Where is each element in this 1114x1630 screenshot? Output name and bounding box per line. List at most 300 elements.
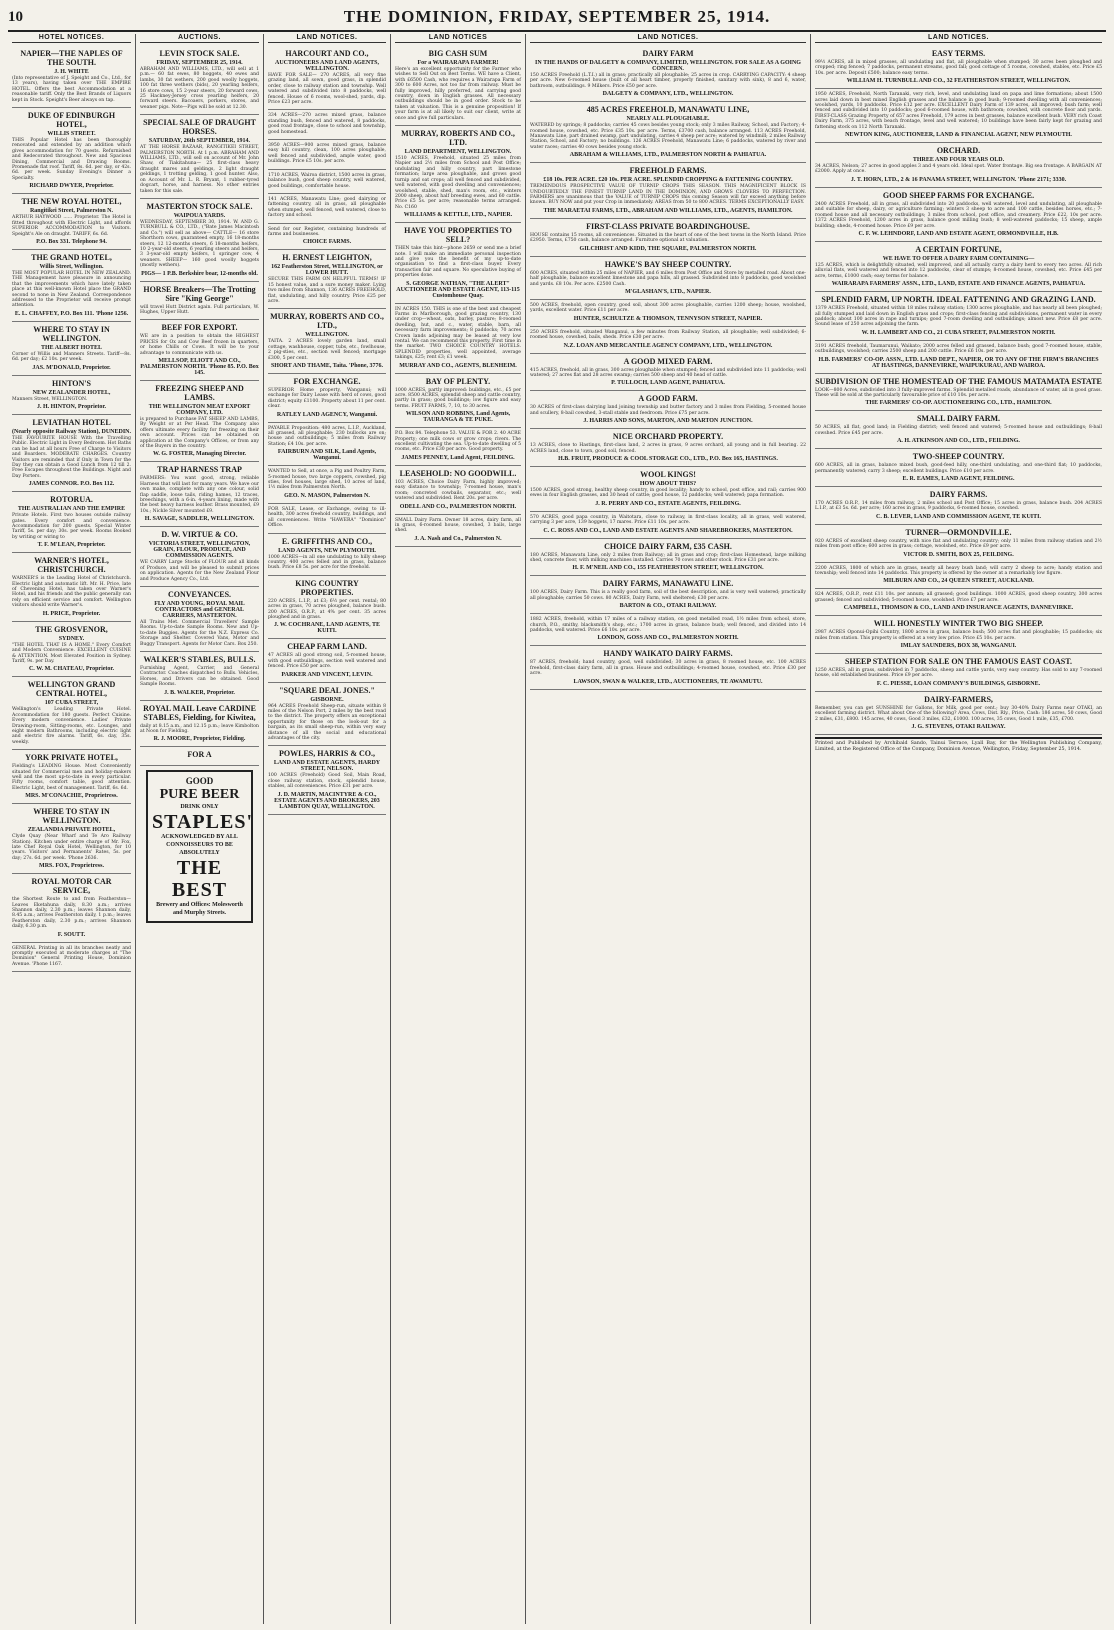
ad-headline: DUKE OF EDINBURGH HOTEL,	[27, 111, 116, 130]
advertisement	[530, 539, 806, 577]
ad-headline: WOOL KINGS!	[640, 469, 696, 479]
ad-advertiser: E. R. EAMES, LAND AGENT, FEILDING.	[902, 476, 1015, 482]
ad-body-text: Private Hotels. First two houses outside railway gates. Every comfort and convenience. Accommodation for 200 guests. Special Winter Tariff, 5s. per day; 30s. per week. Rooms Booked by writing or wiring to	[12, 513, 131, 540]
ad-headline: HORSE Breakers—The Trotting Sire "King George"	[143, 284, 256, 303]
advertisement	[268, 140, 386, 170]
ad-advertiser: WAIRARAPA FARMERS' ASSN., LTD., LAND, ESTATE AND FINANCE AGENTS, PAHIATUA.	[831, 281, 1086, 288]
ad-body-text: WE CARRY Large Stocks of FLOUR and all kinds of Produce, and will be pleased to submit prices on application. Agents for the New Zealand Flour and Produce Agency Co., Ltd.	[140, 560, 259, 582]
ad-headline: WELLINGTON GRAND CENTRAL HOTEL,	[27, 680, 116, 699]
advertisement	[12, 943, 131, 973]
ad-advertiser: PIGS— 1 P.B. Berkshire boar, 12-months old.	[141, 270, 258, 277]
column-6	[811, 34, 1106, 1624]
ad-headline: DAIRY FARMS.	[929, 490, 988, 499]
ad-headline: SHEEP STATION FOR SALE ON THE FAMOUS EAST COAST.	[845, 657, 1072, 667]
advertisement	[815, 487, 1102, 525]
ad-headline: TURNER—ORMONDVILLE.	[905, 527, 1012, 537]
ad-headline: HAWKE'S BAY SHEEP COUNTRY.	[604, 259, 732, 269]
advertisement	[815, 589, 1102, 616]
ad-body-text: 50 ACRES, all flat, good land; in Fielding district; well fenced and watered; 5-roomed house and outbuildings; 8-bail cowshed. Price £45 per acre.	[815, 425, 1102, 436]
ad-advertiser: A. H. ATKINSON AND CO., LTD., FEILDING.	[897, 438, 1020, 445]
column-heading: LAND NOTICES	[395, 34, 521, 43]
ad-subheading: AUCTIONEERS AND LAND AGENTS, WELLINGTON.	[274, 60, 380, 72]
ad-headline: CHOICE DAIRY FARM, £35 CASH.	[604, 541, 732, 551]
ad-body-text: 1710 ACRES, Wairoa district, 1500 acres in grass, balance bush, good sheep country, well watered, good buildings, comfortable house.	[268, 172, 386, 189]
advertisement	[268, 250, 386, 309]
advertisement	[12, 376, 131, 415]
ad-body-text: 415 ACRES, freehold, all in grass, 300 acres ploughable when stumped; fenced and subdivided into 11 paddocks; well watered; 27 acres flat and 28 acres swamp; carries 500 sheep and 40 head of cattle.	[530, 367, 806, 378]
ad-body-text: 170 ACRES O.R.P., 14 miles from railway, 2 miles school and Post Office; 15 acres in grass, balance bush. 204 ACRES L.I.P., at £3 5s. 6d. per acre; 160 acres in grass, 9 paddocks, 6-roomed house, cowshed.	[815, 501, 1102, 512]
beer-ad-line: THE BEST	[171, 857, 228, 902]
ad-body-text: WATERED by springs; 8 paddocks; carries 45 cows besides young stock; only 3 miles Railway, School, and Factory; 4-roomed house, cowshed, etc. Price £35 10s. per acre. Terms, £3700 cash, balance arranged. 113 ACRES Freehold, Manawatu Line, part drained swamp, part undulating, carries 4 sheep per acre; watered by windmill; 2 miles Railway Station, School, and Factory; no buildings. 126 ACRES Freehold, Manawatu Line; 6 paddocks, watered by river and water races; carries 40 cows besides young stock.	[530, 123, 806, 150]
ad-subheading: WELLINGTON.	[305, 332, 349, 339]
advertisement	[815, 692, 1102, 735]
ad-body-text: ABRAHAM AND WILLIAMS, LTD., will sell at 1 p.m.— 60 fat ewes, 80 hoggets, 40 ewes and lambs, 30 fat wethers, 200 good woolly hoggets, 100 fat three wethers (bids), 20 yearling heifers, 16 store cows, 15 2-year steers, 20 forward cows, 25 Hackney-Jersey cross yearling heifers, 20 forward steers. Bacoaers, porkers, stores, and weaner pigs. Note—Pigs will be sold at 12.30.	[140, 67, 259, 110]
advertisement	[530, 257, 806, 300]
ad-advertiser: J. W. COCHRANE, LAND AGENTS, TE KUITI.	[273, 622, 381, 635]
advertisement	[815, 242, 1102, 292]
ad-body-text: SUPERIOR Home property, Wanganui; will exchange for Dairy Lease with herd of cows, good district; equity £1100. Property about 11 per cent. clear.	[268, 388, 386, 410]
ad-headline: SPLENDID FARM, UP NORTH. IDEAL FATTENING AND GRAZING LAND.	[821, 295, 1096, 305]
ad-body-text: LOOK—800 Acres, subdivided into 3 fully-improved farms. Splendid metalled roads, abundance of water, all in good grass. These will be sold at the particularly favourable price of £10 10s. per acre.	[815, 387, 1102, 398]
advertisement	[815, 616, 1102, 654]
advertisement	[140, 115, 259, 199]
ad-advertiser: FAIRBURN AND SILK, Land Agents, Wanganui.	[277, 449, 377, 462]
ad-subheading: GISBORNE.	[310, 696, 344, 703]
ad-body-text: 3950 ACRES—900 acres mixed grass, balance easy hill country, clean, 100 acres ploughable, well fenced and subdivided, ample water, good buildings. Price £5 10s. per acre.	[268, 143, 386, 165]
advertisement	[268, 194, 386, 224]
ad-body-text: GENERAL Printing in all its branches neatly and promptly executed at moderate charges at "The Dominion" General Printing House, Dominion Avenue. 'Phone 1167.	[12, 945, 131, 967]
advertisement	[268, 224, 386, 251]
ad-body-text: 1250 ACRES, all in grass, subdivided in 7 paddocks, sheep and cattle yards, very easy country. Has sold to any 7-roomed house, old established business. Price £9 per acre.	[815, 668, 1102, 679]
ad-body-text: 47 ACRES all good strong soil, 5-roomed house, with good outbuildings, section well watered and fenced. Price £50 per acre.	[268, 653, 386, 670]
beer-ad-line: PURE BEER	[159, 787, 240, 803]
ad-subheading: HOW ABOUT THIS?	[639, 480, 697, 487]
advertisement	[12, 677, 131, 750]
ad-body-text: 824 ACRES, O.R.P., rent £11 10s. per annum; all grassed; good buildings. 1000 ACRES, good sheep country, 300 acres grassed; fenced and subdivided; 5-roomed house, woolshed. Price £7 per acre.	[815, 592, 1102, 603]
ad-headline: LEVIATHAN HOTEL	[32, 417, 111, 427]
advertisement	[12, 804, 131, 874]
ad-headline: DAIRY FARM	[642, 49, 694, 58]
ad-body-text: 150 ACRES Freehold (L.T.I.) all in grass; practically all ploughable; 25 acres in crop. CARRYING CAPACITY: 4 sheep per acre. New 6-roomed house (built of all heart timber, properly finished, sanitary with sink), 8 and 6, water, bathroom, outbuildings. 9 Milkers. Price £50 per acre.	[530, 73, 806, 89]
ad-body-text: 600 ACRES, situated within 25 miles of NAPIER, and 6 miles from Post Office and Store by metalled road. About one-half ploughable, balance excellent limestone and papa hills, all grassed. Subdivided into 8 paddocks, good woolshed and yards. £8 10s. Per acre. £2500 Cash.	[530, 270, 806, 287]
advertisement	[268, 466, 386, 504]
ad-advertiser: PARKER AND VINCENT, LEVIN.	[281, 671, 373, 678]
ad-headline: HINTON'S	[52, 378, 91, 388]
ad-subheading: THE AUSTRALIAN AND THE EMPIRE	[17, 506, 126, 513]
ad-advertiser: BARTON & CO., OTAKI RAILWAY.	[619, 603, 717, 610]
advertisement	[268, 746, 386, 814]
ad-body-text: THEN take this hint—phone 2659 or send me a brief note. I will make an immediate personal inspection and give you the benefit of my up-to-date organisation to find a first-class buyer. Every transaction fair and square. No speculative buying of properties done.	[395, 246, 521, 279]
advertisement	[530, 219, 806, 257]
ad-advertiser: THE MARAETAI FARMS, LTD., ABRAHAM AND WILLIAMS, LTD., AGENTS, HAMILTON.	[543, 207, 793, 214]
printer-imprint: Printed and Published by Archibald Sando, Tainui Terrace, Lyall Bay, for the Wellington Publishing Company, Limited, at the Registered Office of the Company, Dominion Avenue, Wellington, Friday, September 25, 1914.	[815, 737, 1102, 752]
ad-body-text: 500 ACRES, freehold, open country, good soil, about 300 acres ploughable, carries 1200 sheep; house, woolshed, yards, excellent water. Price £11 per acre.	[530, 302, 806, 314]
ad-body-text: 2200 ACRES, 1800 of which are in grass, nearly all heavy bush land; will carry 2 sheep to acre; handy station and township; well fenced into 14 paddocks. This property is offered by the owner at a remarkably low figure.	[815, 565, 1102, 577]
column-heading: AUCTIONS.	[140, 34, 259, 43]
ad-headline: FREEZING SHEEP AND LAMBS.	[155, 384, 244, 402]
advertisement	[815, 292, 1102, 341]
ad-headline: E. GRIFFITHS AND CO.,	[281, 536, 373, 546]
ad-advertiser: M'GLASHAN'S, LTD., NAPIER.	[625, 288, 711, 295]
ad-headline: 485 ACRES FREEHOLD, MANAWATU LINE,	[586, 105, 750, 115]
ad-headline: LEASEHOLD: NO GOODWILL.	[399, 468, 517, 478]
advertisement	[530, 102, 806, 163]
column-heading: LAND NOTICES.	[530, 34, 806, 43]
ad-advertiser: J. H. HINTON, Proprietor.	[36, 403, 107, 410]
ad-advertiser: DALGETY & COMPANY, LTD., WELLINGTON.	[602, 91, 734, 98]
advertisement	[530, 46, 806, 102]
ad-subheading: For a WAIRARAPA FARMER!	[417, 60, 499, 66]
ad-advertiser: H.B. FARMERS' CO-OP. ASSN., LTD. LAND DEPT., NAPIER, OR TO ANY OF THE FIRM'S BRANCHES AT HASTINGS, DANNEVIRKE, WAIPUKURAU, AND WAIROA.	[818, 356, 1099, 369]
ad-headline: MURRAY, ROBERTS AND CO., LTD.,	[270, 312, 384, 331]
ad-subheading: NEW ZEALANDER HOTEL,	[32, 389, 111, 396]
advertisement	[268, 534, 386, 576]
ad-subheading: Willis Street, Wellington.	[39, 263, 104, 270]
ad-subheading: £18 10s. PER ACRE. £20 10s. PER ACRE. SPLENDID CROPPING & FATTENING COUNTRY.	[543, 177, 793, 184]
ad-body-text: P.O. Box 84. Telephone 53. VALUE & FOR 2. 40 ACRE Property; one milk cows or grow crops; rivers. The excellent cultivating the sea. Up-to-date dwelling of 5 rooms, etc. Price £30 per acre. Good property.	[395, 431, 521, 453]
ad-headline: CONVEYANCES.	[167, 589, 232, 599]
page-number: 10	[8, 8, 23, 25]
ad-advertiser: J. A. Nash and Co., Palmerston N.	[414, 535, 502, 542]
ad-advertiser: GILCHRIST AND KIDD, THE SQUARE, PALMERSTON NORTH.	[579, 245, 757, 252]
advertisement	[268, 46, 386, 110]
ad-headline: FIRST-CLASS PRIVATE BOARDINGHOUSE.	[586, 221, 750, 231]
ad-body-text: WEDNESDAY, SEPTEMBER 30, 1914. W. AND G. TURNBULL & CO., LTD., ("Bate James Macintosh and Co.") will sell as above— CATTLE— 16 store Shorthorn cows, guaranteed empty, 16 18-months steers, 12 12-months steers, 6 18-months heifers, 10 2-year-old steers, 6 yearling steers and heifers, 3 3-year-old empty heifers, 1 springer cow, 4 weaners. SHEEP— 160 good woolly hoggets (mostly wethers).	[140, 219, 259, 269]
ad-body-text: Here's an excellent opportunity for the Farmer who wishes to Sell Out on Best Terms. WE have a Client, with £6500 Cash, who requires a Wairarapa Farm of 300 to 600 Acres, not too far from railway. Must be fully improved, hilly preferred, and carrying good country, down in English grasses. All necessary outbuildings should be in good order. Stock to be taken at valuation. This is a genuine proposition! If your farm is at all likely to suit our client, write at once and give full particulars.	[395, 67, 521, 121]
ad-subheading: NEARLY ALL PLOUGHABLE.	[626, 116, 710, 123]
ad-advertiser: NEWTON KING, AUCTIONEER, LAND & FINANCIAL AGENT, NEW PLYMOUTH.	[845, 132, 1072, 139]
ad-body-text: HAVE FOR SALE— 270 ACRES, all very fine grazing land, all sown, good grass, in splendid order, close to railway station and township. Well watered and subdivided into 8 paddocks, well fenced. House of 6 rooms, wool-shed, yards, dip. Price £23 per acre.	[268, 73, 386, 106]
ad-advertiser: GEO. N. MASON, Palmerston N.	[284, 492, 370, 499]
ad-body-text: Manners Street, WELLINGTON.	[12, 396, 88, 402]
advertisement	[268, 374, 386, 423]
ad-body-text: is prepared to Purchase FAT SHEEP AND LAMBS, By Weight or at Per Head. The Company also offers ultimate every facility for freezing on their own account. Prices can be obtained on application at the Company's Offices, or from any of the Buyers in the country.	[140, 417, 259, 450]
ad-headline: D. W. VIRTUE & CO.	[161, 530, 238, 540]
column-4	[391, 34, 526, 1624]
ad-headline: DAIRY-FARMERS,	[924, 694, 993, 704]
ad-headline: BEEF FOR EXPORT.	[161, 323, 238, 333]
ad-advertiser: MURRAY AND CO., AGENTS, BLENHEIM.	[399, 362, 517, 369]
advertisement	[815, 411, 1102, 449]
column-1	[8, 34, 136, 1624]
advertisement	[395, 466, 521, 515]
beer-ad-line: DRINK ONLY	[180, 804, 219, 811]
advertisement	[815, 143, 1102, 188]
ad-headline: "SQUARE DEAL JONES."	[279, 685, 375, 695]
ad-headline: HAVE YOU PROPERTIES TO SELL?	[404, 226, 512, 245]
ad-advertiser: T. F. M'LEAN, Proprietor.	[37, 542, 106, 549]
ad-advertiser: JAMES PENNEY, Land Agent, FEILDING.	[401, 454, 515, 461]
ad-headline: WHERE TO STAY IN WELLINGTON.	[33, 807, 110, 826]
ad-headline: LEVIN STOCK SALE.	[159, 49, 240, 58]
advertisement	[268, 423, 386, 467]
ad-body-text: FARMERS: You want good, strong, reliable Harness that will last for many years. We have our own make, complete with any one colour, solid flap saddle, loose tails, riding hames, 12 traces, breechings, with a 6-in. 4-years lining, made with the best heavy harness leather. Brass mounted, £9 10s.; Nickle Silver mounted £9.	[140, 476, 259, 514]
advertisement	[530, 614, 806, 646]
advertisement	[815, 525, 1102, 563]
ad-headline: DAIRY FARMS, MANAWATU LINE.	[602, 579, 734, 589]
ad-body-text: 3191 ACRES freehold, Taumarunui, Waikato; 2000 acres felled and grassed, balance bush; good 7-roomed house, stable, outbuildings, woolshed; carries 2500 sheep and 200 cattle. Price £6 10s. per acre.	[815, 343, 1102, 355]
ad-headline: FOR A	[187, 750, 212, 760]
advertisement	[815, 89, 1102, 143]
advertisement	[268, 504, 386, 534]
ad-advertiser: SHORT AND THAME, Taita. 'Phone, 3776.	[270, 363, 384, 369]
ad-body-text: 250 ACRES freehold, situated Wanganui, a few minutes from Railway Station, all ploughable; well subdivided; 6-roomed house, cowshed, bails, sheds. Price £30 per acre.	[530, 329, 806, 341]
ad-advertiser: J. HARRIS AND SONS, MARTON, AND MARTON JUNCTION.	[583, 418, 753, 425]
ad-advertiser: S. GEORGE NATHAN, "THE ALERT" AUCTIONEER AND ESTATE AGENT, 113-115 Customhouse Quay.	[396, 280, 520, 299]
masthead	[8, 4, 1106, 32]
ad-headline: THE GROSVENOR,	[35, 624, 108, 634]
advertisement	[815, 563, 1102, 590]
advertisement	[140, 747, 259, 766]
ad-advertiser: IMLAY SAUNDERS, BOX 38, WANGANUI.	[900, 643, 1017, 650]
ad-advertiser: ODELL AND CO., PALMERSTON NORTH.	[399, 503, 517, 510]
ad-body-text: 570 ACRES, good papa country, in Waitotara, close to railway, in first-class locality, all in grass, well watered, carrying 3 per acre, 139 hoggets, 17 mares. Price £11 10s. per acre.	[530, 514, 806, 526]
ad-advertiser: P. TULLOCH, LAND AGENT, PAHIATUA.	[611, 380, 725, 387]
ad-body-text: SMALL Dairy Farm. Owner 18 acres, dairy farm, all in grass, 6-roomed house, cowshed, 3 bails, large shed.	[395, 517, 521, 534]
ad-headline: CHEAP FARM LAND.	[287, 642, 367, 652]
ad-headline: H. ERNEST LEIGHTON,	[282, 253, 372, 263]
ad-advertiser: ABRAHAM & WILLIAMS, LTD., PALMERSTON NORTH & PAHIATUA.	[569, 152, 767, 159]
ad-body-text: SECURE THIS FARM ON HELPFUL TERMS! IF 15 honest value, and a sure money maker. Lying two miles from Shannon, 136 ACRES FREEHOLD, flat, undulating, and hilly country. Price £25 per acre.	[268, 277, 386, 304]
advertisement	[815, 188, 1102, 242]
advertisement	[815, 654, 1102, 692]
ad-advertiser: MRS. FOX, Proprietress.	[39, 863, 104, 870]
ad-headline: NICE ORCHARD PROPERTY.	[612, 432, 724, 442]
ad-body-text: 1950 ACRES, Freehold, North Taranaki, very rich, level, and undulating land on papa and lime formations; about 1500 acres laid down in best mixed English grasses and the balance in good bush; 9-roomed dwelling with all conveniences; woolshed, yards, 10 paddocks. Price £12 per acre. EXCELLENT Dairy Farm of 139 acres, all improved; bush farm; well fenced and subdivided into 10 paddocks; good 6-roomed house, with bathroom; cowshed, with concrete floor and yards. FIRST-CLASS Grazing Property of 657 acres Freehold, 179 acres in best grasses, balance excellent bush. VERY rich Coast Dairy Farm, 375 acres, with beach frontage, level and well watered; 10 buildings have been fairly kept for grazing and fattening stock on 112 North Taranaki.	[815, 92, 1102, 130]
advertisement	[268, 683, 386, 747]
ad-subheading: (Nearly opposite Railway Station), DUNEDIN.	[12, 428, 131, 435]
advertisement	[268, 110, 386, 140]
ad-body-text: THE FAVOURITE HOUSE With the Travelling Public. Electric Light in Every Bedroom. Hot Baths can be had at all hours Free of Charge to Visitors and Boarders. MODERATE CHARGES. Country Visitors are reminded that if Only in Town for the Day they can obtain a Good Lunch from 12 till 2. Free Escapes throughout the Buildings. Night and Day Porters.	[12, 435, 132, 479]
ad-body-text: 180 ACRES, Manawatu Line, only 2 miles from Railway; all in grass and crop; first-class Homestead, large milking shed, concrete floor, with milking machines installed. Carries 70 cows and other stock. Price £31 per acre.	[530, 552, 806, 563]
ad-headline: WALKER'S STABLES, BULLS.	[143, 654, 256, 664]
advertisement	[530, 354, 806, 392]
ad-body-text: Wellington's Leading Private Hotel. Accommodation for 180 guests. Perfect Cuisine. Every modern convenience. Ladies' Private Drawing-room, Sitting-rooms, etc. Lounges, and eight modern Bathrooms, including electric light and electric fire alarms. Tariff, 6s. day, 35s. weekly.	[12, 707, 131, 745]
ad-body-text: 220 ACRES, L.I.P., at £3; 6½ per cent. rental; 80 acres in grass, 70 acres ploughed, balance bush. 200 ACRES, O.R.P., at 4% per cent. 35 acres ploughed and in grass.	[268, 598, 386, 620]
ad-subheading: WE HAVE TO OFFER A DAIRY FARM CONTAINING—	[882, 255, 1035, 262]
ad-headline: A GOOD FARM.	[638, 394, 698, 404]
advertisement	[530, 163, 806, 219]
ad-body-text: ARTHUR HAYWOOD ...... Proprietor. The Hotel is fitted throughout with Electric Light, and affords SUPERIOR ACCOMMODATION to Visitors. Speight's Ale on draught. TARIFF, 6s. 6d.	[12, 215, 131, 237]
advertisement	[140, 527, 259, 587]
ad-body-text: TAITA. 2 ACRES lovely garden land, small cottage, washhouse, copper, tubs, etc., fowlhouse, 2 pig-sties, etc., section well fenced; mortgage £300, 5 per cent.	[268, 339, 386, 361]
ad-body-text: Fielding's LEADING House. Most Conveniently situated for Commercial men and holiday-makers well and the most up-to-date in every particular. Fifty rooms, comfort table, good attention. Electric Light, best of management. Tariff, 6s. 6d.	[12, 764, 131, 791]
ad-headline: SMALL DAIRY FARM.	[916, 414, 1001, 424]
ad-advertiser: C. W. M. CHATEAU, Proprietor.	[28, 666, 115, 673]
advertisement	[395, 46, 521, 126]
column-2	[136, 34, 264, 1624]
ad-headline: HARCOURT AND CO.,	[285, 49, 369, 58]
ad-subheading: J. H. WHITE	[54, 69, 89, 75]
ad-body-text: Remember, you can get SUNSHINE for Gallons, for Milk, good per cent.; buy 30-40% Dairy Farms near OTAKI, an excellent farming district. What about One of the following? Area, Cows, Dist. Rly., Price, Cash: 186 acres, 50 cows, Good 2 miles, £31, £800. 145 acres, 40 cows, Good 3 miles, £32, £1000. 100 acres, 35 cows, Good 1 mile, £35, £700.	[815, 705, 1102, 722]
ad-body-text: (Into representative of J. Speight and Co., Ltd., for 13 years), having taken over THE EMPIRE HOTEL. Offers the best Accommodation at a reasonable tariff. Only the Best Brands of Liquors kept in Stock. Speight's Beer always on tap.	[12, 76, 131, 103]
ad-body-text: 1000 ACRES, partly improved: buildings, etc., £5 per acre. 8500 ACRES, splendid sheep and cattle country, partly in grass; good buildings; low figure and easy terms. FRUIT FARMS, 7, 10, to 30 acres.	[395, 387, 521, 409]
beer-ad-line: Brewery and Offices: Molesworth and Murphy Streets.	[156, 902, 243, 917]
ad-headline: TWO-SHEEP COUNTRY.	[912, 452, 1005, 462]
ad-headline: A GOOD MIXED FARM.	[623, 356, 713, 366]
advertisement	[140, 462, 259, 527]
ad-advertiser: MILBURN AND CO., 24 QUEEN STREET, AUCKLAND.	[883, 578, 1034, 585]
ad-advertiser: H. PRICE, Proprietor.	[42, 610, 101, 617]
ad-body-text: 125 ACRES, which is delightfully situated, well improved, and all actually carry a dairy herd to every two acres. All rich alluvial flats, well watered and fenced into 12 paddocks, clear of stumps; 8-roomed house, cowshed, etc. Price £45 per acre, terms, £1000 cash; easy terms for balance.	[815, 262, 1102, 279]
advertisement	[530, 429, 806, 467]
ad-body-text: All Trains Met. Commercial Travellers' Sample Rooms. Up-to-date Sample Rooms. New and Up-to-date Buggies. Agents for the N.Z. Express Co. Storage and Shelter. Covered Vans, Motor and Buggy Transport. Agents for Motor Cars. Box 250.	[140, 619, 259, 647]
ad-advertiser: WILLIAMS & KETTLE, LTD., NAPIER.	[403, 212, 513, 219]
ad-advertiser: P.O. Box 331. Telephone 94.	[36, 238, 107, 245]
advertisement	[395, 374, 521, 429]
ad-advertiser: VICTOR D. SMITH, BOX 25, FEILDING.	[903, 551, 1014, 558]
ad-body-text: 99½ ACRES, all in mixed grasses, all undulating and flat, all ploughable when stumped; 30 acres been ploughed and cropped; ring fenced; 7 paddocks, permanent streams, good fall; good cottage of 5 rooms, cowshed, stables, etc. Price £5 10s. per acre. Deposit £500; balance easy terms.	[815, 60, 1102, 76]
advertisement	[140, 701, 259, 748]
ad-headline: BIG CASH SUM	[428, 49, 488, 58]
ad-headline: KING COUNTRY PROPERTIES.	[295, 578, 359, 597]
ad-advertiser: THE FARMERS' CO-OP. AUCTIONEERING CO., LTD., HAMILTON.	[865, 400, 1052, 407]
ad-body-text: 1000 ACRES—in all one undulating to hilly sheep country, 400 acres felled and in grass, balance bush. Price £8 5s. per acre for the freehold.	[268, 554, 386, 571]
advertisement	[12, 874, 131, 942]
ad-advertiser: N.Z. LOAN AND MERCANTILE AGENCY COMPANY, LTD., WELLINGTON.	[563, 342, 773, 349]
advertisement	[530, 576, 806, 614]
ad-advertiser: J. G. STEVENS, OTAKI RAILWAY.	[911, 724, 1006, 731]
ad-advertiser: R. J. MOORE, Proprietor, Fielding.	[153, 736, 246, 743]
ad-headline: MURRAY, ROBERTS AND CO., LTD.	[401, 129, 515, 148]
ad-body-text: "THE HOTEL THAT IS A HOME." Every Comfort and Modern Convenience. EXCELLENT CUISINE & ATTENTION. Most Elevated Position in Sydney. Tariff, 9s. per Day.	[12, 642, 131, 664]
ad-body-text: 1379 ACRES Freehold, situated within 18 miles railway station; 1300 acres ploughable, and has nearly all been ploughed; all fully stumped and laid down in English grass and crops; first-class fencing and subdivisions, permanent water in every paddock; about 100 acres in rape and turnips; good 7-room dwelling and outbuildings; almost new. Price £8 per acre. Sound lease of 250 acres adjoining the farm.	[815, 306, 1102, 328]
advertisement	[12, 322, 131, 376]
ad-advertiser: W. G. FOSTER, Managing Director.	[152, 451, 247, 458]
ad-subheading: SATURDAY, 26th SEPTEMBER, 1914.	[148, 138, 251, 145]
advertisement	[268, 309, 386, 374]
ad-advertiser: C. B. LEVER, LAND AND COMMISSION AGENT, TE KUITI.	[876, 513, 1041, 520]
staples-beer-advertisement	[146, 770, 253, 923]
ad-headline: SPECIAL SALE OF DRAUGHT HORSES.	[143, 118, 256, 137]
ad-headline: WARNER'S HOTEL, CHRISTCHURCH.	[34, 556, 109, 575]
ad-advertiser: MELLSOP, ELIOTT AND CO., PALMERSTON NORTH. 'Phone 85. P.O. Box 145.	[140, 358, 259, 376]
ad-body-text: Corner of Willis and Manners Streets. Tariff—8s. 6d. per day; £2 10s. per week.	[12, 351, 131, 363]
ad-body-text: 30 ACRES of first-class dairying land joining township and butter factory and 3 miles from Fielding, 5-roomed house and scullery, 8-bail cowshed, 3-stall stable and feedroom. Price £75 per acre.	[530, 405, 806, 416]
ad-subheading: VICTORIA STREET, WELLINGTON, GRAIN, FLOUR, PRODUCE, AND COMMISSION AGENTS.	[148, 541, 251, 560]
ad-headline: ORCHARD.	[936, 146, 981, 156]
ad-headline: THE NEW ROYAL HOTEL,	[21, 197, 122, 207]
advertisement	[395, 126, 521, 223]
column-5	[526, 34, 811, 1624]
advertisement	[815, 374, 1102, 412]
advertisement	[12, 415, 131, 492]
ad-subheading: 162 Featherston Street, WELLINGTON, or LOWER HUTT.	[271, 264, 383, 277]
ad-subheading: LAND AND ESTATE AGENTS, HARDY STREET, NELSON.	[273, 760, 381, 773]
ad-subheading: FRIDAY, SEPTEMBER 25, 1914.	[156, 60, 243, 66]
advertisement	[395, 223, 521, 303]
ad-subheading: ZEALANDIA PRIVATE HOTEL,	[27, 827, 116, 834]
ad-body-text: 2400 ACRES Freehold, all in grass, all subdivided into 20 paddocks, well watered, level and undulating, all ploughable and suitable for sheep, dairy, or agriculture farming; winters 3 sheep to acre and 100 cattle, besides horses, etc.; 7-roomed house and all necessary outbuildings; 3 miles from school, post office, and creamery. Price £22, 10s per acre. 1372 ACRES Freehold, 1200 acres in grass, balance good milling bush; 8 well-watered paddocks; 15 sheep, ample building; sheds, 4-roomed house. Price £9 per acre.	[815, 201, 1102, 229]
ad-advertiser: RATLEY LAND AGENCY, Wanganui.	[276, 411, 378, 418]
ad-headline: HANDY WAIKATO DAIRY FARMS.	[603, 649, 733, 659]
advertisement	[815, 341, 1102, 374]
ad-headline: POWLES, HARRIS & CO.,	[278, 749, 375, 759]
ad-advertiser: CAMPBELL, THOMSON & CO., LAND AND INSURANCE AGENTS, DANNEVIRKE.	[843, 605, 1074, 612]
ad-body-text: 964 ACRES Freehold Sheep-run, situate within 8 miles of the Nelson Port, 2 miles by the best road to the district. The property offers an exceptional opportunity for those on the look-out for a bargain, as its small sheep-run, within very easy distance of all the social and educational advantages of the city.	[268, 703, 386, 741]
advertisement	[530, 646, 806, 689]
ad-body-text: 100 ACRES, Dairy Farm. This is a really good farm, soil of the best description, and is very well watered; practically all ploughable; carries 50 cows. 80 ACRES, Dairy Farm, well sheltered; £30 per acre.	[530, 590, 806, 601]
advertisement	[12, 750, 131, 804]
advertisement	[140, 320, 259, 381]
ad-body-text: AT THE HORSE BAZAAR, RANGITIKEI STREET, PALMERSTON NORTH. At 1 p.m. ABRAHAM AND WILLIAMS, LTD., will sell on account of Mr. John Shaw, of Tiakitahuna— 25 first-class heavy draught mares and geldings, 2 light draught geldings, 1 trotting gelding, 1 good hunter. Also, on Account of Mr. L. R. Bryant, 1 rubber-tyred dogcart, horse, and harness. No other entries taken for this sale.	[140, 145, 259, 194]
ad-advertiser: J. B. WALKER, Proprietor.	[164, 689, 235, 696]
ad-subheading: IN THE HANDS OF DALGETY & COMPANY, LIMITED, WELLINGTON. FOR SALE AS A GOING CONCERN.	[535, 60, 801, 72]
ad-headline: FOR EXCHANGE.	[293, 377, 361, 386]
ad-subheading: FLY AND YOUNG, ROYAL MAIL CONTRACTORS and GENERAL CARRIERS, MASTERTON.	[154, 600, 245, 619]
ad-advertiser: E. L. CHAFFEY, P.O. Box 111. 'Phone 1256.	[14, 310, 129, 317]
column-heading: LAND NOTICES.	[815, 34, 1102, 43]
ad-body-text: 920 ACRES of excellent sheep country, with nice flat and undulating country; only 11 miles from railway station and 2½ miles from post office; 600 acres in grass; cottage, woolshed, etc. Price £9 per acre.	[815, 538, 1102, 550]
ad-headline: MASTERTON STOCK SALE.	[146, 201, 253, 211]
ad-advertiser: MRS. M'CONACHIE, Proprietress.	[25, 793, 118, 800]
ad-body-text: 600 ACRES, all in grass, balance mixed bush, good-feed hilly, one-third undulating, and one-third flat; 10 paddocks, permanently watered; carry 3 sheep; excellent buildings. Price £10 per acre.	[815, 463, 1102, 474]
ad-advertiser: W. H. LAMBERT AND CO., 21 CUBA STREET, PALMERSTON NORTH.	[861, 329, 1056, 336]
advertisement	[140, 46, 259, 115]
ad-advertiser: H.B. FRUIT, PRODUCE & COOL STORAGE CO., LTD., P.O. Box 165, HASTINGS.	[558, 455, 778, 462]
ad-advertiser: LAWSON, SWAN & WALKER, LTD., AUCTIONEERS, TE AWAMUTU.	[573, 678, 763, 685]
advertisement	[140, 199, 259, 282]
ad-body-text: 334 ACRES—270 acres mixed grass, balance standing bush, fenced and watered, 8 paddocks, good road frontage, close to school and township, good homestead.	[268, 113, 386, 135]
ad-subheading: 107 CUBA STREET,	[44, 700, 99, 707]
column-3	[264, 34, 391, 1624]
ad-body-text: WE are in a position to obtain the HIGHEST PRICES for Ox and Cow Beef frozen in quarters, or home Chills or Cows. It will be to your advantage to communicate with us.	[140, 334, 259, 356]
ad-subheading: LAND DEPARTMENT, WELLINGTON.	[404, 149, 512, 156]
ad-headline: FREEHOLD FARMS.	[629, 166, 707, 176]
ad-body-text: 1500 ACRES, good strong, healthy sheep country, in good locality; handy to school, post office, and rail; carries 900 ewes in four English grasses, and 30 head of cattle; good house, 12 paddocks; well watered; papa formation.	[530, 487, 806, 499]
ad-headline: TRAP HARNESS TRAP	[157, 465, 242, 475]
ad-advertiser: WILSON AND ROBBINS, Land Agents, TAURANGA & TE PUKE.	[405, 411, 511, 424]
ad-body-text: 87 ACRES, freehold; hand country, good, well subdivided; 30 acres in grass, 8 roomed house, etc. 100 ACRES freehold, first-class dairy farm, all in grass. House and outbuildings; 4-roomed house, cowshed, etc. Price £30 per acre.	[530, 660, 806, 677]
advertisement	[530, 512, 806, 539]
ad-advertiser: JAS. M'DONALD, Proprietor.	[32, 364, 111, 371]
ad-headline: EASY TERMS.	[931, 49, 986, 58]
ad-body-text: the Shortest Route to and from Featherston—Leaves Eketahuna daily, 8.30 a.m.; arrives Shannon daily, 2.30 p.m.; leaves Shannon daily, 8.45 a.m.; arrives Featherston daily, 1 p.m.; leaves Featherston daily, 2.30 p.m.; arrives Shannon daily, 6.30 p.m.	[12, 897, 131, 930]
ad-advertiser: WILLIAM H. TURNBULL AND CO., 32 FEATHERSTON STREET, WELLINGTON.	[846, 78, 1071, 85]
advertisement	[268, 170, 386, 194]
advertisement	[12, 622, 131, 678]
advertisement	[12, 108, 131, 194]
ad-body-text: IN ACRES 150. THIS is one of the best and cheapest Farms in Marlborough, good grazing country, 130 under crop—wheat, oats, barley, pasture; 8-roomed dwelling, hut, and c., water, stable, barn, all necessary farm improvements; 8 paddocks; 70 acres Crown lands adjoining may be leased at very low rental. We can recommend this property. First time in the market. TWO CHOICE COUNTRY HOTELS. SPLENDID properties, well appointed, average takings, £25; rent £3; £1 week.	[395, 306, 521, 361]
ad-subheading: WILLIS STREET.	[47, 131, 96, 138]
ad-body-text: 2987 ACRES Oponui-Opihi Country, 1800 acres in grass, balance bush; 500 acres flat and ploughable; 15 paddocks; six miles from station. This property is offered at a very low price. Price £5 10s. per acre.	[815, 630, 1102, 641]
advertisement	[12, 46, 131, 108]
ad-headline: ROYAL MAIL Leave CARDINE STABLES, Fielding, for Kiwitea,	[143, 703, 256, 722]
ad-body-text: WANTED to Sell, at once, a Pig and Poultry Farm, 5-roomed house, two large coppers, cowshed, pig sties, fowl houses, large shed, 10 acres of land, 1½ miles from Palmerston North.	[268, 469, 386, 491]
ad-headline: WHERE TO STAY IN WELLINGTON.	[33, 324, 110, 343]
advertisement	[140, 282, 259, 321]
advertisement	[268, 639, 386, 682]
column-heading: HOTEL NOTICES.	[12, 34, 131, 43]
ad-headline: ROTORUA.	[50, 495, 93, 505]
ad-subheading: THREE AND FOUR YEARS OLD.	[912, 157, 1005, 164]
beer-ad-line: ACKNOWLEDGED BY ALL CONNOISSEURS TO BE ABSOLUTELY	[161, 834, 238, 857]
advertisement	[395, 515, 521, 547]
ad-body-text: FOR SALE, Lease, or Exchange, owing to ill-health, 300 acres freehold country, buildings, and all conveniences. Write "HAWERA" "Dominion" Office.	[268, 506, 386, 529]
ad-headline: NAPIER—THE NAPLES OF THE SOUTH.	[20, 49, 123, 67]
advertisement	[268, 576, 386, 640]
ad-headline: A CERTAIN FORTUNE,	[915, 244, 1002, 254]
ad-headline: GOOD SHEEP FARMS FOR EXCHANGE.	[882, 190, 1035, 200]
ad-advertiser: J. R. PERRY AND CO., ESTATE AGENTS, FEILDING.	[595, 500, 741, 507]
column-heading: LAND NOTICES.	[268, 34, 386, 43]
advertisement	[530, 327, 806, 354]
ad-advertiser: H. F. M'NEIL AND CO., 155 FEATHERSTON STREET, WELLINGTON.	[572, 565, 764, 572]
ad-body-text: Send for our Register, containing hundreds of farms and businesses.	[268, 226, 386, 237]
ad-advertiser: JAMES CONNOR. P.O. Box 112.	[28, 481, 115, 488]
ad-body-text: WARNER'S is the Leading Hotel of Christchurch. Electric light and automatic lift. Mr. H. Price, late of Chevening Hotel, has taken over Warner's Hotel, and his friends and the public generally can rely on efficient service and comfort. Wellington visitors should write Warner's.	[12, 576, 131, 609]
advertisement	[12, 553, 131, 621]
